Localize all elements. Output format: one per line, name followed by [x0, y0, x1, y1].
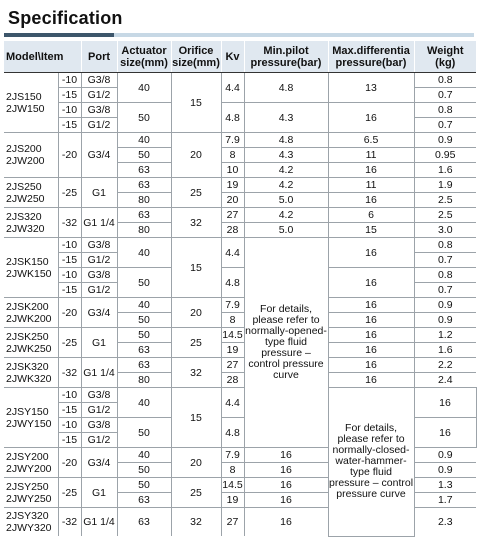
weight-cell: 2.3 [414, 508, 476, 537]
model-cell: 2JSY150 2JWY150 [4, 388, 58, 448]
maxdiff-cell: 16 [328, 343, 414, 358]
maxdiff-cell: 16 [328, 313, 414, 328]
orifice-cell: 25 [171, 328, 221, 358]
model-cell: 2JS200 2JW200 [4, 133, 58, 178]
pilot-cell: 5.0 [244, 223, 328, 238]
actuator-cell: 63 [117, 508, 171, 537]
actuator-cell: 63 [117, 343, 171, 358]
model-cell: 2JSY250 2JWY250 [4, 478, 58, 508]
maxdiff-cell: 16 [244, 493, 328, 508]
weight-cell: 1.7 [414, 493, 476, 508]
port-cell: G3/4 [81, 448, 117, 478]
kv-cell: 20 [221, 193, 244, 208]
header-port: Port [81, 41, 117, 73]
kv-cell: 4.8 [221, 418, 244, 448]
spec-table [4, 41, 476, 537]
port-cell: G1/2 [81, 88, 117, 103]
weight-cell: 0.9 [414, 133, 476, 148]
port-cell: G3/4 [81, 298, 117, 328]
actuator-cell: 63 [117, 358, 171, 373]
orifice-cell: 25 [171, 178, 221, 208]
weight-cell: 0.8 [414, 73, 476, 88]
weight-cell: 0.9 [414, 298, 476, 313]
pilot-cell: 4.2 [244, 178, 328, 193]
actuator-cell: 50 [117, 478, 171, 493]
pilot-cell: 4.3 [244, 103, 328, 133]
maxdiff-cell: 16 [328, 373, 414, 388]
weight-cell: 3.0 [414, 223, 476, 238]
weight-cell: 1.9 [414, 178, 476, 193]
kv-cell: 8 [221, 313, 244, 328]
model-cell: 2JSY200 2JWY200 [4, 448, 58, 478]
pilot-cell: 4.8 [244, 133, 328, 148]
kv-cell: 4.4 [221, 238, 244, 268]
code-cell: -32 [58, 208, 81, 238]
kv-cell: 14.5 [222, 479, 243, 491]
code-cell: -10 [58, 238, 81, 253]
maxdiff-cell: 16 [414, 388, 476, 418]
port-cell: G3/8 [81, 418, 117, 433]
page-title: Specification [8, 8, 123, 28]
port-cell: G3/8 [81, 103, 117, 118]
maxdiff-cell: 16 [328, 268, 414, 298]
port-cell: G1 1/4 [81, 208, 117, 238]
code-cell: -10 [58, 418, 81, 433]
header-model: Model\Item [4, 41, 81, 73]
model-cell: 2JSY320 2JWY320 [4, 508, 58, 537]
code-cell: -20 [58, 298, 81, 328]
weight-cell: 0.9 [414, 313, 476, 328]
maxdiff-cell: 16 [244, 448, 328, 463]
actuator-cell: 63 [117, 163, 171, 178]
port-cell: G3/8 [81, 268, 117, 283]
weight-cell: 0.95 [414, 148, 476, 163]
code-cell: -15 [58, 403, 81, 418]
actuator-cell: 40 [117, 448, 171, 463]
orifice-cell: 32 [171, 358, 221, 388]
model-cell: 2JS320 2JW320 [4, 208, 58, 238]
maxdiff-cell: 16 [244, 463, 328, 478]
maxdiff-cell: 6 [328, 208, 414, 223]
header-kv: Kv [221, 41, 244, 73]
header-actuator: Actuator size(mm) [117, 41, 171, 73]
header-orifice: Orifice size(mm) [171, 41, 221, 73]
pilot-cell: 4.3 [244, 148, 328, 163]
kv-cell: 10 [221, 163, 244, 178]
header-row [4, 41, 476, 73]
kv-cell: 7.9 [221, 133, 244, 148]
actuator-cell: 63 [117, 208, 171, 223]
kv-cell: 8 [221, 148, 244, 163]
kv-cell: 27 [221, 208, 244, 223]
kv-cell: 28 [221, 373, 244, 388]
port-cell: G1 [81, 178, 117, 208]
weight-cell: 0.9 [414, 463, 476, 478]
kv-cell: 19 [221, 493, 244, 508]
code-cell: -10 [58, 73, 81, 88]
kv-cell: 19 [221, 178, 244, 193]
maxdiff-cell: 6.5 [328, 133, 414, 148]
port-cell: G1/2 [81, 118, 117, 133]
weight-cell: 1.6 [414, 163, 476, 178]
table-row [4, 328, 476, 343]
maxdiff-cell: 16 [328, 358, 414, 373]
table-row [4, 208, 476, 223]
kv-cell: 27 [221, 358, 244, 373]
actuator-cell: 50 [117, 313, 171, 328]
weight-cell: 2.5 [414, 193, 476, 208]
weight-cell: 2.4 [414, 373, 476, 388]
maxdiff-cell: 15 [328, 223, 414, 238]
actuator-cell: 50 [117, 103, 171, 133]
pilot-note-opened: For details, please refer to normally-opened-type fluid pressure – control pressure curve [244, 238, 328, 448]
port-cell: G1/2 [81, 433, 117, 448]
weight-cell: 1.3 [414, 478, 476, 493]
port-cell: G1/2 [81, 403, 117, 418]
orifice-cell: 25 [171, 478, 221, 508]
weight-cell: 2.2 [414, 358, 476, 373]
pilot-note-closed: For details, please refer to normally-closed-water-hammer-type fluid pressure – control pressure curve [328, 388, 414, 537]
kv-cell: 14.5 [222, 329, 243, 341]
maxdiff-cell: 11 [328, 148, 414, 163]
weight-cell: 2.5 [414, 208, 476, 223]
code-cell: -25 [58, 478, 81, 508]
actuator-cell: 80 [117, 373, 171, 388]
maxdiff-cell: 16 [328, 298, 414, 313]
kv-cell: 4.8 [221, 268, 244, 298]
actuator-cell: 40 [117, 133, 171, 148]
actuator-cell: 50 [117, 328, 171, 343]
actuator-cell: 40 [117, 73, 171, 103]
maxdiff-cell: 16 [244, 508, 328, 537]
maxdiff-cell: 16 [328, 193, 414, 208]
model-cell: 2JS150 2JW150 [4, 73, 58, 133]
code-cell: -15 [58, 118, 81, 133]
code-cell: -32 [58, 508, 81, 537]
header-weight: Weight (kg) [414, 41, 476, 73]
code-cell: -20 [58, 133, 81, 178]
actuator-cell: 50 [117, 463, 171, 478]
port-cell: G1 1/4 [81, 508, 117, 537]
code-cell: -15 [58, 283, 81, 298]
code-cell: -15 [58, 433, 81, 448]
weight-cell: 0.8 [414, 103, 476, 118]
kv-cell: 28 [221, 223, 244, 238]
orifice-cell: 20 [171, 448, 221, 478]
pilot-cell: 4.8 [244, 73, 328, 103]
maxdiff-cell: 16 [328, 103, 414, 133]
kv-cell: 27 [221, 508, 244, 537]
pilot-cell: 5.0 [244, 193, 328, 208]
kv-cell: 7.9 [221, 298, 244, 313]
maxdiff-cell: 16 [414, 418, 476, 448]
actuator-cell: 40 [117, 388, 171, 418]
orifice-cell: 32 [171, 508, 221, 537]
orifice-cell: 32 [171, 208, 221, 238]
pilot-cell: 4.2 [244, 208, 328, 223]
table-row [4, 178, 476, 193]
maxdiff-cell: 11 [328, 178, 414, 193]
maxdiff-cell: 16 [328, 163, 414, 178]
kv-cell: 7.9 [221, 448, 244, 463]
code-cell: -15 [58, 88, 81, 103]
table-row [4, 73, 476, 88]
maxdiff-cell: 16 [328, 328, 414, 343]
header-min-pilot: Min.pilot pressure(bar) [244, 41, 328, 73]
actuator-cell: 63 [117, 493, 171, 508]
code-cell: -10 [58, 388, 81, 403]
actuator-cell: 50 [117, 268, 171, 298]
actuator-cell: 50 [117, 418, 171, 448]
kv-cell: 4.4 [221, 388, 244, 418]
orifice-cell: 15 [171, 388, 221, 448]
port-cell: G1/2 [81, 283, 117, 298]
weight-cell: 0.7 [414, 283, 476, 298]
pilot-cell: 4.2 [244, 163, 328, 178]
maxdiff-cell: 13 [328, 73, 414, 103]
kv-cell: 8 [221, 463, 244, 478]
code-cell: -32 [58, 358, 81, 388]
table-row [4, 298, 476, 313]
orifice-cell: 20 [171, 298, 221, 328]
port-cell: G1 [81, 328, 117, 358]
orifice-cell: 15 [171, 73, 221, 133]
code-cell: -25 [58, 328, 81, 358]
code-cell: -10 [58, 268, 81, 283]
actuator-cell: 80 [117, 193, 171, 208]
port-cell: G1 [81, 478, 117, 508]
title-rule [114, 33, 474, 37]
orifice-cell: 20 [171, 133, 221, 178]
kv-cell: 19 [221, 343, 244, 358]
actuator-cell: 80 [117, 223, 171, 238]
actuator-cell: 40 [117, 238, 171, 268]
table-row [4, 358, 476, 373]
code-cell: -10 [58, 103, 81, 118]
code-cell: -25 [58, 178, 81, 208]
table-row [4, 133, 476, 148]
actuator-cell: 50 [117, 148, 171, 163]
code-cell: -20 [58, 448, 81, 478]
port-cell: G3/8 [81, 73, 117, 88]
maxdiff-cell: 16 [328, 238, 414, 268]
port-cell: G3/4 [81, 133, 117, 178]
actuator-cell: 40 [117, 298, 171, 313]
table-row [4, 103, 476, 118]
model-cell: 2JS250 2JW250 [4, 178, 58, 208]
model-cell: 2JSK200 2JWK200 [4, 298, 58, 328]
title-underline [4, 33, 114, 37]
port-cell: G3/8 [81, 238, 117, 253]
weight-cell: 1.2 [414, 328, 476, 343]
table-row [4, 268, 476, 283]
kv-cell: 4.8 [221, 103, 244, 133]
weight-cell: 0.7 [414, 88, 476, 103]
table-row [4, 388, 476, 403]
weight-cell: 0.9 [414, 448, 476, 463]
model-cell: 2JSK320 2JWK320 [4, 358, 58, 388]
port-cell: G1/2 [81, 253, 117, 268]
header-max-diff: Max.differentia pressure(bar) [328, 41, 414, 73]
port-cell: G3/8 [81, 388, 117, 403]
model-cell: 2JSK250 2JWK250 [4, 328, 58, 358]
weight-cell: 0.8 [414, 238, 476, 253]
weight-cell: 0.8 [414, 268, 476, 283]
port-cell: G1 1/4 [81, 358, 117, 388]
weight-cell: 0.7 [414, 253, 476, 268]
kv-cell: 4.4 [221, 73, 244, 103]
code-cell: -15 [58, 253, 81, 268]
table-row [4, 238, 476, 253]
actuator-cell: 63 [117, 178, 171, 193]
orifice-cell: 15 [171, 238, 221, 298]
weight-cell: 1.6 [414, 343, 476, 358]
model-cell: 2JSK150 2JWK150 [4, 238, 58, 298]
maxdiff-cell: 16 [244, 478, 328, 493]
weight-cell: 0.7 [414, 118, 476, 133]
